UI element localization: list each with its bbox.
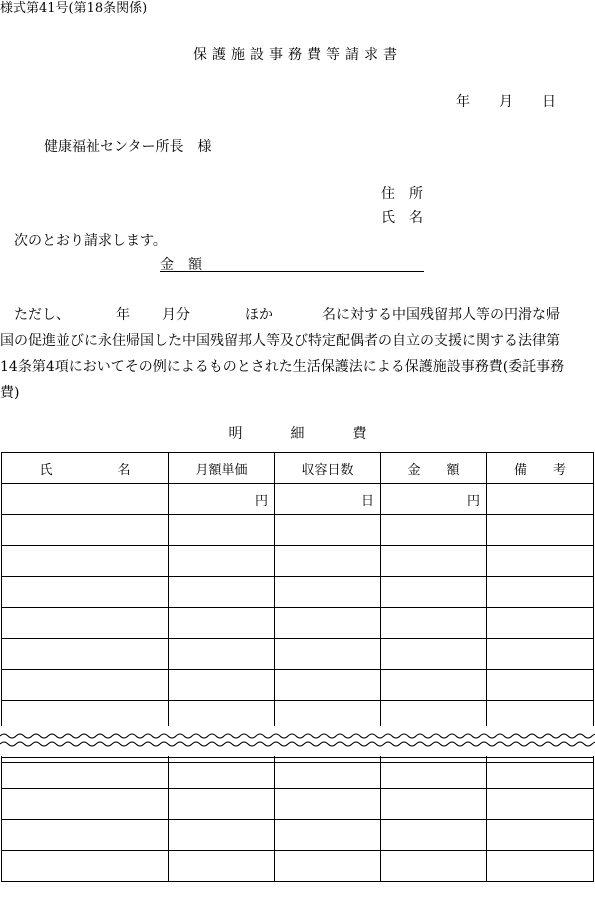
header-monthly-unit-price: 月額単価	[169, 453, 275, 484]
cell-amount[interactable]	[381, 546, 487, 577]
cell-unit-price[interactable]	[169, 639, 275, 670]
desc-line-1-month: 月分	[162, 307, 190, 323]
table-row	[2, 546, 594, 577]
cell-remarks[interactable]	[487, 577, 594, 608]
detail-table-lower	[1, 757, 594, 882]
desc-line-3: 14条第4項においてその例によるものとされた生活保護法による保護施設事務費(委託事務	[0, 359, 565, 375]
cell-days[interactable]	[275, 851, 381, 882]
cell-days[interactable]	[275, 670, 381, 701]
cell-days[interactable]	[275, 515, 381, 546]
form-number: 様式第41号(第18条関係)	[0, 1, 148, 16]
cell-days[interactable]	[275, 789, 381, 820]
cell-amount[interactable]	[381, 851, 487, 882]
detail-title	[0, 425, 595, 443]
table-row	[2, 608, 594, 639]
cell-amount[interactable]	[381, 515, 487, 546]
desc-line-2: 国の促進並びに永住帰国した中国残留邦人等及び特定配偶者の自立の支援に関する法律第	[0, 333, 560, 349]
cell-unit-price[interactable]	[169, 670, 275, 701]
cell-unit-price[interactable]	[169, 515, 275, 546]
detail-title-char: 明	[228, 426, 243, 442]
cell-name[interactable]	[2, 670, 169, 701]
cell-days[interactable]	[275, 577, 381, 608]
desc-line-1-rest: 名に対する中国残留邦人等の円滑な帰	[322, 307, 560, 323]
cell-amount[interactable]	[381, 789, 487, 820]
cell-unit-price[interactable]	[169, 789, 275, 820]
cell-remarks[interactable]	[487, 608, 594, 639]
cell-name[interactable]	[2, 789, 169, 820]
cell-unit-price[interactable]	[169, 820, 275, 851]
cell-amount[interactable]	[381, 639, 487, 670]
intro-text: 次のとおり請求します。	[14, 233, 167, 249]
cell-remarks[interactable]	[487, 670, 594, 701]
cell-amount[interactable]	[381, 608, 487, 639]
header-amount: 金 額	[381, 453, 487, 484]
date-day-label: 日	[542, 94, 556, 110]
cell-unit-price[interactable]: 円	[169, 484, 275, 515]
cell-remarks[interactable]	[487, 758, 594, 789]
cell-name[interactable]	[2, 639, 169, 670]
table-row	[2, 639, 594, 670]
table-row	[2, 670, 594, 701]
cell-days[interactable]	[275, 639, 381, 670]
table-row	[2, 758, 594, 789]
cell-name[interactable]	[2, 546, 169, 577]
desc-line-1-other: ほか	[245, 307, 273, 323]
cell-unit-price[interactable]	[169, 851, 275, 882]
detail-title-char: 費	[352, 426, 367, 442]
cell-days[interactable]	[275, 758, 381, 789]
table-row	[2, 789, 594, 820]
cell-unit-price[interactable]	[169, 608, 275, 639]
detail-title-char: 細	[290, 426, 305, 442]
table-row	[2, 577, 594, 608]
cell-days[interactable]	[275, 546, 381, 577]
addressee: 健康福祉センター所長 様	[44, 139, 212, 155]
header-name: 氏 名	[2, 453, 169, 484]
cell-remarks[interactable]	[487, 789, 594, 820]
cell-amount[interactable]	[381, 758, 487, 789]
cell-days[interactable]	[275, 820, 381, 851]
cell-name[interactable]	[2, 851, 169, 882]
wavy-break-lines	[0, 726, 595, 756]
table-row	[2, 820, 594, 851]
date-month-label: 月	[499, 94, 513, 110]
cell-remarks[interactable]	[487, 851, 594, 882]
cell-remarks[interactable]	[487, 820, 594, 851]
cell-name[interactable]	[2, 515, 169, 546]
cell-unit-price[interactable]	[169, 577, 275, 608]
name-label: 氏 名	[381, 210, 423, 226]
table-row	[2, 515, 594, 546]
cell-name[interactable]	[2, 484, 169, 515]
address-label: 住 所	[381, 186, 423, 202]
desc-line-1-year: 年	[116, 307, 130, 323]
cell-remarks[interactable]	[487, 515, 594, 546]
document-title: 保護施設事務費等請求書	[193, 47, 402, 63]
cell-unit-price[interactable]	[169, 758, 275, 789]
cell-name[interactable]	[2, 758, 169, 789]
cell-unit-price[interactable]	[169, 546, 275, 577]
cell-remarks[interactable]	[487, 484, 594, 515]
amount-label: 金 額	[160, 257, 202, 273]
cell-amount[interactable]	[381, 820, 487, 851]
table-row	[2, 484, 594, 515]
table-header-row	[2, 453, 594, 484]
cell-remarks[interactable]	[487, 639, 594, 670]
table-break-marker	[0, 726, 595, 756]
date-year-label: 年	[456, 94, 470, 110]
cell-remarks[interactable]	[487, 546, 594, 577]
cell-amount[interactable]: 円	[381, 484, 487, 515]
detail-table-upper	[1, 452, 594, 763]
cell-amount[interactable]	[381, 670, 487, 701]
table-row	[2, 851, 594, 882]
amount-entry-line[interactable]	[160, 271, 424, 272]
cell-name[interactable]	[2, 820, 169, 851]
desc-line-4: 費)	[0, 385, 20, 401]
cell-days[interactable]	[275, 608, 381, 639]
cell-name[interactable]	[2, 608, 169, 639]
desc-line-1-prefix: ただし、	[14, 307, 70, 323]
cell-name[interactable]	[2, 577, 169, 608]
header-remarks: 備 考	[487, 453, 594, 484]
cell-days[interactable]: 日	[275, 484, 381, 515]
cell-amount[interactable]	[381, 577, 487, 608]
header-days: 収容日数	[275, 453, 381, 484]
